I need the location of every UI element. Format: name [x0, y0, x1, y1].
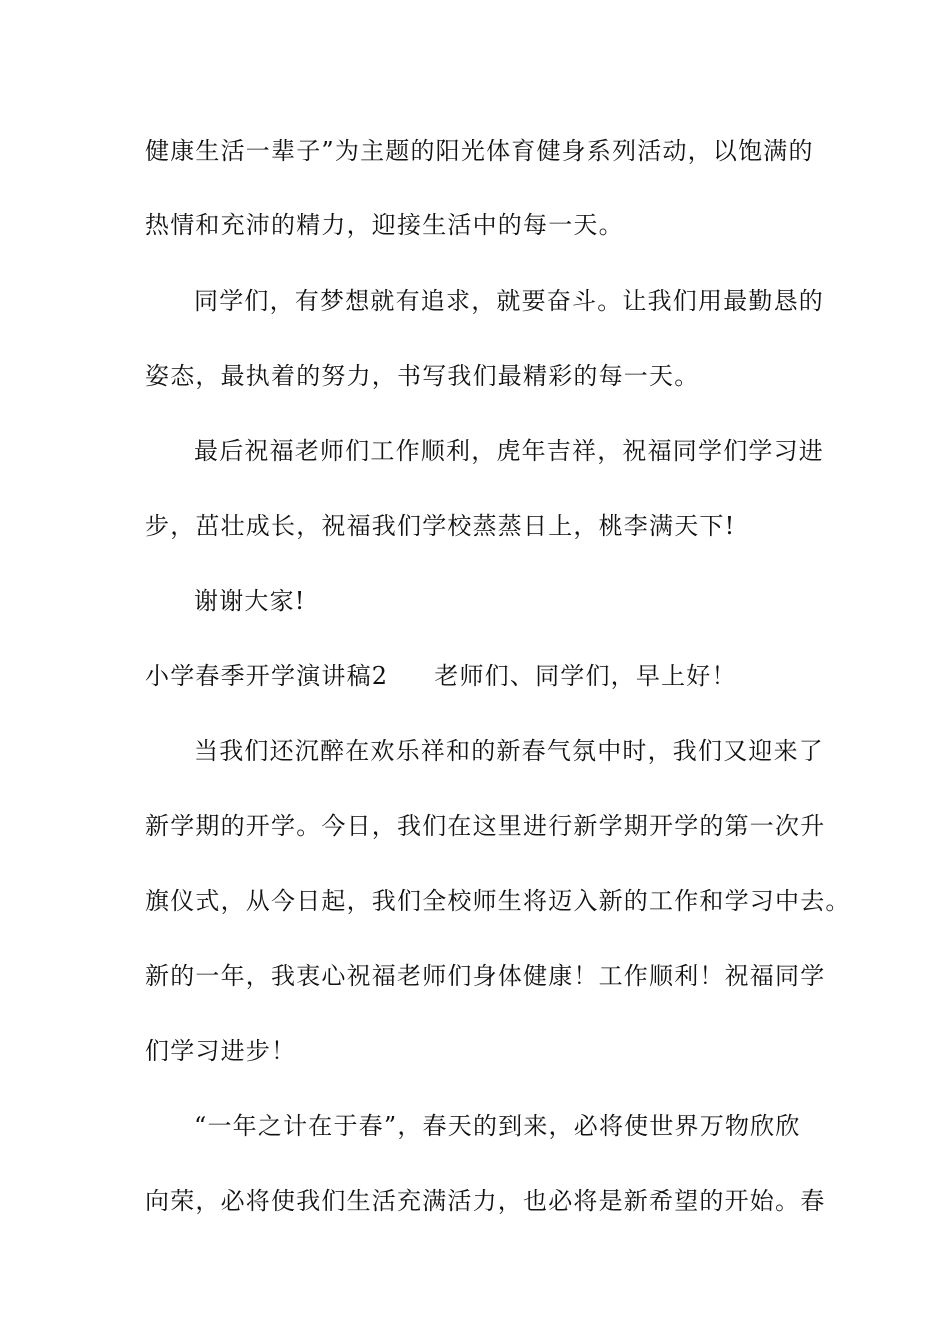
- paragraph-line: 旗仪式，从今日起，我们全校师生将迈入新的工作和学习中去。: [145, 887, 851, 915]
- section-title: 小学春季开学演讲稿2: [145, 662, 389, 690]
- paragraph-line: 向荣，必将使我们生活充满活力，也必将是新希望的开始。春: [145, 1187, 826, 1215]
- paragraph-line: 们学习进步！: [145, 1037, 297, 1065]
- paragraph-line: 新的一年，我衷心祝福老师们身体健康！工作顺利！祝福同学: [145, 962, 826, 990]
- paragraph-line: 同学们，有梦想就有追求，就要奋斗。让我们用最勤恳的: [194, 287, 824, 315]
- paragraph-line: 最后祝福老师们工作顺利，虎年吉祥，祝福同学们学习进: [194, 437, 824, 465]
- paragraph-line: 新学期的开学。今日，我们在这里进行新学期开学的第一次升: [145, 812, 826, 840]
- paragraph-line: 健康生活一辈子”为主题的阳光体育健身系列活动，以饱满的: [145, 137, 814, 165]
- paragraph-line: 热情和充沛的精力，迎接生活中的每一天。: [145, 211, 624, 239]
- paragraph-line: 谢谢大家!: [194, 587, 306, 615]
- paragraph-line: 姿态，最执着的努力，书写我们最精彩的每一天。: [145, 362, 700, 390]
- paragraph-line: “一年之计在于春”，春天的到来，必将使世界万物欣欣: [194, 1112, 801, 1140]
- section-heading-line: [145, 656, 825, 696]
- paragraph-line: 步，茁壮成长，祝福我们学校蒸蒸日上，桃李满天下!: [145, 512, 736, 540]
- section-greeting: 老师们、同学们，早上好！: [434, 662, 737, 690]
- paragraph-line: 当我们还沉醉在欢乐祥和的新春气氛中时，我们又迎来了: [194, 737, 824, 765]
